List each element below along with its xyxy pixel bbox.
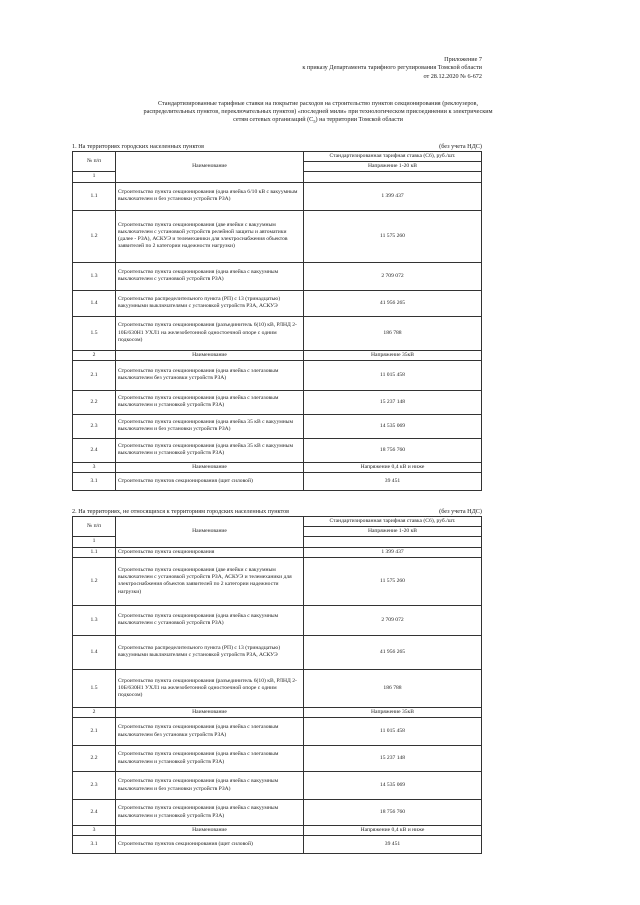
- group-header-row: [73, 707, 482, 717]
- document-title: [96, 100, 540, 127]
- row-number: 1.5: [73, 316, 116, 350]
- table-row: [73, 605, 482, 635]
- group-name: Наименование: [116, 707, 304, 717]
- table-header-row: [73, 517, 482, 527]
- section-2-vat-note: (без учета НДС): [439, 508, 482, 515]
- row-name: Строительство пункта секционирования (разъединитель 6(10) кВ, РЛНД 2-10Б/630Н1 УХЛ1 на железобетонной одностоечной опоре с одним подкосом): [116, 669, 304, 707]
- group-voltage: Напряжение 0,4 кВ и ниже: [304, 826, 482, 836]
- row-number: 2.3: [73, 414, 116, 438]
- column-header-name: Наименование: [116, 152, 304, 183]
- row-number: 1.4: [73, 635, 116, 669]
- group-name: Наименование: [116, 826, 304, 836]
- table-row: [73, 390, 482, 414]
- section-1-caption: [72, 143, 482, 150]
- row-value: 18 756 760: [304, 438, 482, 462]
- group-voltage: Напряжение 35кВ: [304, 707, 482, 717]
- table-row: [73, 316, 482, 350]
- section-2-table: [72, 516, 482, 854]
- title-line-2: распределительных пунктов, переключательных пунктов) «последней мили» при технологическом присоединении к электрическим: [143, 108, 493, 116]
- table-row: [73, 547, 482, 557]
- row-name: Строительство пункта секционирования (одна ячейка с вакуумным выключателем с установкой устройств РЗА): [116, 605, 304, 635]
- row-value: 15 237 148: [304, 746, 482, 772]
- table-row: [73, 836, 482, 854]
- row-name: Строительство пункта секционирования (одна ячейка с вакуумным выключателем с установкой устройств РЗА): [116, 262, 304, 290]
- row-number: 1.2: [73, 210, 116, 262]
- table-row: [73, 360, 482, 390]
- row-number: 1.5: [73, 669, 116, 707]
- row-number: 1.1: [73, 547, 116, 557]
- row-number: 3.1: [73, 836, 116, 854]
- row-name: Строительство пункта секционирования (разъединитель 6(10) кВ, РЛНД 2-10Б/630Н1 УХЛ1 на железобетонной одностоечной опоре с одним подкосом): [116, 316, 304, 350]
- group-number: 3: [73, 462, 116, 472]
- column-header-voltage: Напряжение 1-20 кВ: [304, 527, 482, 537]
- row-value: 39 451: [304, 836, 482, 854]
- group-number: 3: [73, 826, 116, 836]
- row-number: 2.2: [73, 746, 116, 772]
- table-row: [73, 557, 482, 605]
- row-name: Строительство пункта секционирования (одна ячейка с элегазовым выключателем и установкой устройств РЗА): [116, 390, 304, 414]
- table-row: [73, 438, 482, 462]
- table-row: [73, 718, 482, 746]
- appendix-order-date: от 28.12.2020 № 6-672: [423, 72, 482, 80]
- row-name: Строительство распределительного пункта (РП) с 13 (тринадцатью) вакуумными выключателями с установкой устройств РЗА, АСКУЭ: [116, 290, 304, 316]
- table-row: [73, 746, 482, 772]
- row-name: Строительство пунктов секционирования (щит силовой): [116, 473, 304, 491]
- title-line-3: сетям сетевых организаций $(С_5)$ на территории Томской области: [233, 116, 403, 125]
- section-2-title: 2. На территориях, не относящихся к территориям городских населенных пунктов: [72, 508, 290, 515]
- group-index: 1: [73, 537, 116, 547]
- column-header-name: Наименование: [116, 517, 304, 548]
- row-value: 1 399 437: [304, 182, 482, 210]
- group-header-row: [73, 350, 482, 360]
- row-value: 39 451: [304, 473, 482, 491]
- column-header-rate: Стандартизированная тарифная ставка (С6), руб./шт.: [304, 152, 482, 162]
- row-value: 14 535 069: [304, 772, 482, 800]
- row-name: Строительство пункта секционирования (одна ячейка 35 кВ с вакуумным выключателем и установкой устройств РЗА): [116, 438, 304, 462]
- table-row: [73, 182, 482, 210]
- row-number: 2.3: [73, 772, 116, 800]
- row-value: 11 575 260: [304, 557, 482, 605]
- group-name: Наименование: [116, 350, 304, 360]
- table-row: [73, 772, 482, 800]
- title-line-1: Стандартизированные тарифные ставки на покрытие расходов на строительство пунктов секционирования (реклоузеров,: [157, 100, 478, 107]
- appendix-number: Приложение 7: [444, 56, 482, 63]
- table-row: [73, 635, 482, 669]
- row-name: Строительство пункта секционирования (одна ячейка с элегазовым выключателем без установки устройств РЗА): [116, 360, 304, 390]
- row-value: 18 756 760: [304, 800, 482, 826]
- row-value: 11 575 260: [304, 210, 482, 262]
- group-header-row: [73, 826, 482, 836]
- section-2-caption: [72, 508, 482, 515]
- row-value: 15 237 148: [304, 390, 482, 414]
- row-name: Строительство пункта секционирования (одна ячейка 35 кВ с вакуумным выключателем и без установки устройств РЗА): [116, 414, 304, 438]
- section-1-title: 1. На территориях городских населенных пунктов: [72, 143, 205, 150]
- row-value: 41 956 265: [304, 290, 482, 316]
- row-number: 1.3: [73, 262, 116, 290]
- row-name: Строительство пункта секционирования: [116, 547, 304, 557]
- row-number: 1.3: [73, 605, 116, 635]
- column-header-voltage: Напряжение 1-20 кВ: [304, 162, 482, 172]
- row-number: 2.2: [73, 390, 116, 414]
- row-number: 1.4: [73, 290, 116, 316]
- row-number: 2.1: [73, 360, 116, 390]
- row-value: 41 956 265: [304, 635, 482, 669]
- section-1-table: [72, 151, 482, 491]
- appendix-order-ref: к приказу Департамента тарифного регулирования Томской области: [302, 64, 482, 72]
- group-header-row: [73, 462, 482, 472]
- column-header-number: № п/п: [73, 517, 116, 537]
- table-row: [73, 210, 482, 262]
- appendix-header: [302, 56, 482, 81]
- column-header-number: № п/п: [73, 152, 116, 172]
- row-number: 1.2: [73, 557, 116, 605]
- column-header-rate: Стандартизированная тарифная ставка (С6), руб./шт.: [304, 517, 482, 527]
- row-value: 11 015 458: [304, 718, 482, 746]
- table-row: [73, 262, 482, 290]
- group-number: 2: [73, 707, 116, 717]
- section-1-vat-note: (без учета НДС): [439, 143, 482, 150]
- row-number: 1.1: [73, 182, 116, 210]
- row-name: Строительство пункта секционирования (одна ячейка 6/10 кВ с вакуумным выключателем и без установки устройств РЗА): [116, 182, 304, 210]
- row-name: Строительство пункта секционирования (две ячейки с вакуумным выключателем с установкой устройств РЗА, АСКУЭ и телемеханики для электроснабжения объектов заявителей по 2 категории надежности нагрузки): [116, 557, 304, 605]
- row-number: 3.1: [73, 473, 116, 491]
- row-number: 2.1: [73, 718, 116, 746]
- group-voltage: Напряжение 35кВ: [304, 350, 482, 360]
- group-name: Наименование: [116, 462, 304, 472]
- group-index-blank: [304, 537, 482, 547]
- table-header-row: [73, 152, 482, 162]
- group-number: 2: [73, 350, 116, 360]
- row-number: 2.4: [73, 800, 116, 826]
- row-name: Строительство пунктов секционирования (щит силовой): [116, 836, 304, 854]
- row-value: 186 788: [304, 669, 482, 707]
- row-value: 11 015 458: [304, 360, 482, 390]
- group-index: 1: [73, 172, 116, 182]
- row-value: 2 709 072: [304, 262, 482, 290]
- table-row: [73, 669, 482, 707]
- row-name: Строительство пункта секционирования (одна ячейка с вакуумным выключателем и установкой устройств РЗА): [116, 800, 304, 826]
- row-name: Строительство пункта секционирования (одна ячейка с элегазовым выключателем без установки устройств РЗА): [116, 718, 304, 746]
- table-row: [73, 473, 482, 491]
- row-name: Строительство пункта секционирования (одна ячейка с вакуумным выключателем и без установки устройств РЗА): [116, 772, 304, 800]
- row-number: 2.4: [73, 438, 116, 462]
- table-row: [73, 290, 482, 316]
- group-voltage: Напряжение 0,4 кВ и ниже: [304, 462, 482, 472]
- table-row: [73, 414, 482, 438]
- table-row: [73, 800, 482, 826]
- row-value: 186 788: [304, 316, 482, 350]
- row-name: Строительство распределительного пункта (РП) с 13 (тринадцатью) вакуумными выключателями с установкой устройств РЗА, АСКУЭ: [116, 635, 304, 669]
- row-name: Строительство пункта секционирования (две ячейки с вакуумным выключателем с установкой устройств релейной защиты и автоматики (далее - РЗА), АСКУЭ и телемеханики для электроснабжения объектов заявителей по 2 категории надежности нагрузки): [116, 210, 304, 262]
- row-value: 14 535 069: [304, 414, 482, 438]
- group-index-blank: [304, 172, 482, 182]
- row-value: 2 709 072: [304, 605, 482, 635]
- row-name: Строительство пункта секционирования (одна ячейка с элегазовым выключателем и установкой устройств РЗА): [116, 746, 304, 772]
- row-value: 1 399 437: [304, 547, 482, 557]
